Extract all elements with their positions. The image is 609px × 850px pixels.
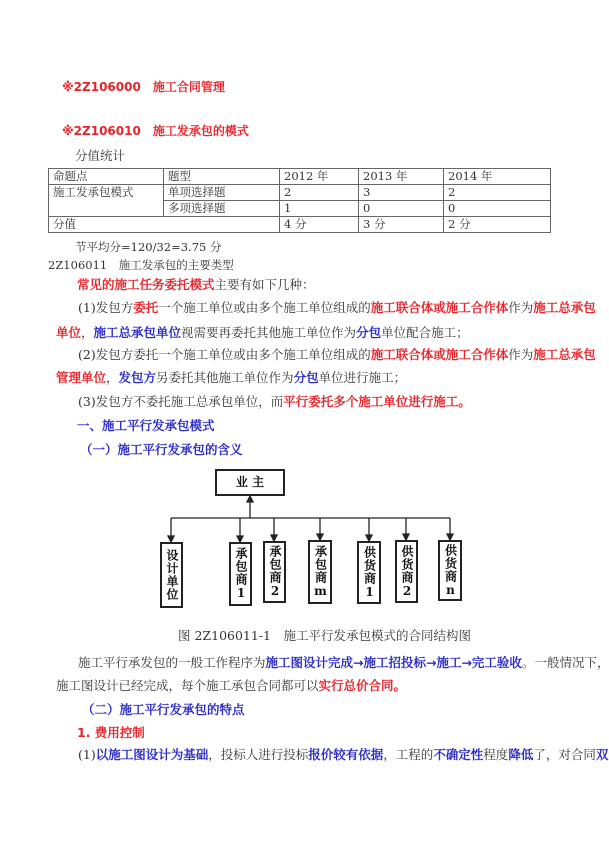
text: 主要有如下几种： [214, 277, 315, 292]
text: (1) [78, 747, 96, 762]
heading-2: （一）施工平行发承包的含义 [80, 442, 243, 457]
paragraph-4-cont [56, 678, 406, 694]
text: 一个施工单位或由多个施工单位组成的 [158, 300, 371, 315]
text: 施工图设计已经完成，每个施工承包合同都可以 [56, 678, 319, 693]
heading-4: 1. 费用控制 [77, 725, 145, 740]
text: (3)发包方不委托施工总承包单位，而 [78, 394, 284, 409]
average-score: 节平均分=120/32=3.75 分 [75, 240, 222, 254]
highlight: 分包 [356, 325, 382, 340]
text: ， [106, 370, 119, 385]
text: ，工程的 [383, 747, 434, 762]
text: 作为 [508, 347, 534, 362]
text: 了，对合同 [533, 747, 596, 762]
highlight: 施工总承包 [533, 347, 596, 362]
highlight: 常见的施工任务委托模式 [77, 277, 215, 292]
unit-box: 供货商n [438, 540, 462, 601]
text: 作为 [508, 300, 534, 315]
score-cell: 2 分 [444, 217, 551, 233]
value-cell: 1 [280, 201, 359, 217]
header-cell: 题型 [164, 169, 280, 185]
text: 视需要再委托其他施工单位作为 [181, 325, 357, 340]
text: 程度 [483, 747, 509, 762]
highlight: 施工总承包 [533, 300, 596, 315]
text: 另委托其他施工单位作为 [156, 370, 294, 385]
unit-box: 承包商1 [229, 542, 252, 606]
highlight: 降低 [508, 747, 534, 762]
text: 单位配合施工； [381, 325, 469, 340]
stats-label: 分值统计 [75, 148, 126, 163]
highlight: 单位 [56, 325, 82, 340]
owner-box: 业 主 [215, 469, 285, 496]
text: ，投标人进行投标 [208, 747, 309, 762]
highlight: 双 [595, 747, 609, 762]
header-cell: 命题点 [49, 169, 164, 185]
type-cell: 多项选择题 [164, 201, 280, 217]
highlight: 施工联合体或施工合作体 [370, 300, 509, 315]
figure-caption: 图 2Z106011-1 施工平行发承包模式的合同结构图 [178, 628, 472, 643]
value-cell: 2 [280, 185, 359, 201]
score-cell: 4 分 [280, 217, 359, 233]
subsection-heading: 2Z106011 施工发承包的主要类型 [48, 258, 234, 272]
text: 施工平行承发包的一般工作程序为 [78, 655, 266, 670]
unit-box: 承包商2 [263, 541, 286, 603]
header-cell: 2013 年 [359, 169, 444, 185]
paragraph-4 [78, 655, 609, 671]
type-cell: 单项选择题 [164, 185, 280, 201]
paragraph-5 [78, 747, 608, 763]
highlight: 报价较有依据 [308, 747, 384, 762]
value-cell: 3 [359, 185, 444, 201]
value-cell: 0 [359, 201, 444, 217]
highlight: 平行委托多个施工单位进行施工。 [283, 394, 471, 409]
highlight: 施工总承包单位 [93, 325, 182, 340]
score-cell: 3 分 [359, 217, 444, 233]
unit-box: 承包商m [308, 540, 332, 604]
highlight: 施工图设计完成→施工招投标→施工→完工验收 [265, 655, 522, 670]
chapter-title: ※2Z106000 施工合同管理 [62, 80, 225, 94]
text: 单位进行施工； [318, 370, 407, 385]
heading-3: （二）施工平行发承包的特点 [82, 702, 245, 717]
header-cell: 2012 年 [280, 169, 359, 185]
text: (1)发包方 [78, 300, 134, 315]
section-title: ※2Z106010 施工发承包的模式 [62, 124, 249, 138]
unit-box: 设计单位 [160, 542, 183, 608]
topic-cell: 施工发承包模式 [49, 185, 164, 217]
highlight: 施工联合体或施工合作体 [370, 347, 509, 362]
highlight: 以施工图设计为基础 [95, 747, 209, 762]
value-cell: 2 [444, 185, 551, 201]
highlight: 分包 [293, 370, 319, 385]
text: 。一般情况下， [521, 655, 609, 670]
header-cell: 2014 年 [444, 169, 551, 185]
unit-box: 供货商1 [357, 541, 381, 604]
highlight: 实行总价合同。 [318, 678, 407, 693]
highlight: 发包方 [118, 370, 157, 385]
heading-1: 一、施工平行发承包模式 [77, 418, 215, 433]
value-cell: 0 [444, 201, 551, 217]
text: (2)发包方委托一个施工单位或由多个施工单位组成的 [78, 347, 371, 362]
highlight: 委托 [133, 300, 159, 315]
highlight: 不确定性 [433, 747, 484, 762]
score-label-cell: 分值 [49, 217, 280, 233]
highlight: 管理单位 [56, 370, 107, 385]
text: ， [81, 325, 94, 340]
unit-box: 供货商2 [395, 540, 418, 603]
